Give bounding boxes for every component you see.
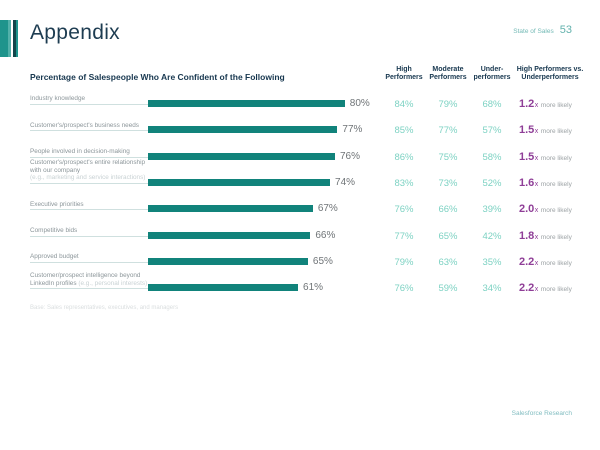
ratio-number: 1.2 (519, 98, 535, 110)
row-label-text: People involved in decision-making (30, 148, 130, 155)
ratio-suffix: more likely (540, 102, 572, 109)
bar (148, 179, 330, 186)
row-label-text: Customer's/prospect's entire relationship with our company (30, 159, 146, 174)
column-header-line: Moderate (432, 66, 464, 73)
bar (148, 126, 337, 133)
column-header-line: High Performers vs. (516, 66, 584, 73)
cell-underperformers: 68% (482, 99, 502, 110)
ratio-suffix: more likely (540, 180, 572, 188)
row-label (30, 148, 154, 156)
page-number: 53 (559, 24, 572, 36)
bar-value-label: 76% (339, 150, 360, 162)
ratio-x: x (534, 207, 539, 215)
chart-row (30, 200, 600, 216)
cell-moderate-performers: 73% (438, 177, 458, 189)
cell-moderate-performers: 75% (438, 151, 458, 163)
ratio-number: 1.5 (519, 150, 535, 163)
chart-row (30, 159, 600, 189)
bar (148, 153, 335, 160)
row-label (30, 159, 154, 182)
ratio-x: x (534, 286, 539, 294)
chart-row (30, 253, 600, 268)
cell-high-performers: 85% (394, 125, 414, 137)
bar (148, 100, 345, 107)
cell-ratio (519, 282, 572, 294)
corner-accent-stripe (0, 20, 18, 57)
cell-underperformers: 35% (482, 256, 502, 268)
chart-row (30, 271, 600, 295)
report-name: State of Sales (513, 28, 554, 35)
chart-row (30, 121, 600, 137)
leader-line (30, 130, 148, 131)
ratio-suffix: more likely (540, 207, 572, 215)
row-label-note: (e.g., personal interests) (76, 279, 148, 287)
cell-ratio (519, 203, 572, 215)
leader-line (30, 104, 148, 105)
column-header-line: Under- (480, 66, 504, 73)
row-label-text: Customer/prospect intelligence beyond LinkedIn profiles (30, 271, 141, 287)
cell-moderate-performers: 63% (438, 256, 458, 268)
ratio-x: x (534, 128, 539, 136)
bar-value-label: 77% (342, 124, 363, 136)
cell-ratio (519, 230, 572, 242)
leader-line (30, 157, 148, 158)
ratio-suffix: more likely (540, 128, 572, 136)
cell-moderate-performers: 79% (438, 99, 458, 110)
ratio-number: 1.8 (519, 229, 535, 242)
leader-line (30, 236, 148, 237)
bar (148, 258, 308, 265)
ratio-suffix: more likely (540, 286, 572, 294)
ratio-x: x (534, 154, 539, 162)
row-label-text: Industry knowledge (30, 95, 86, 103)
column-header-line: performers (473, 74, 511, 81)
bar-value-label: 65% (312, 255, 333, 267)
cell-moderate-performers: 66% (438, 204, 458, 216)
column-header-line: Underperformers (521, 74, 579, 81)
ratio-x: x (534, 180, 539, 188)
ratio-suffix: more likely (540, 259, 572, 267)
bar-chart (30, 0, 600, 450)
column-header-line: Performers (385, 74, 423, 81)
row-label-text: Customer's/prospect's business needs (30, 121, 140, 129)
cell-moderate-performers: 77% (438, 125, 458, 137)
cell-ratio (519, 98, 572, 110)
ratio-suffix: more likely (540, 233, 572, 241)
chart-row (30, 226, 600, 242)
brand-footer: Salesforce Research (511, 410, 572, 417)
footnote: Base: Sales representatives, executives, and managers (30, 305, 179, 311)
ratio-number: 1.5 (519, 124, 535, 137)
ratio-x: x (534, 259, 539, 267)
chart-row (30, 95, 600, 110)
leader-line (30, 209, 148, 210)
row-label-text: Approved budget (30, 253, 79, 261)
cell-underperformers: 39% (482, 204, 502, 216)
ratio-number: 2.2 (519, 255, 535, 268)
cell-high-performers: 84% (394, 99, 414, 110)
bar (148, 232, 310, 239)
chart-title: Percentage of Salespeople Who Are Confident of the Following (30, 72, 285, 82)
row-label-text: Executive priorities (30, 200, 84, 208)
ratio-x: x (534, 102, 539, 109)
cell-high-performers: 79% (394, 256, 414, 268)
cell-ratio (519, 151, 572, 163)
cell-high-performers: 86% (394, 151, 414, 163)
cell-underperformers: 57% (482, 125, 502, 137)
row-label-text: Competitive bids (30, 226, 78, 234)
ratio-suffix: more likely (540, 154, 572, 162)
bar (148, 284, 298, 291)
ratio-number: 1.6 (519, 176, 535, 189)
bar-value-label: 80% (349, 98, 370, 109)
bar-value-label: 67% (317, 203, 338, 215)
column-header-line: High (396, 66, 412, 73)
cell-underperformers: 58% (482, 151, 502, 163)
row-label (30, 201, 154, 209)
cell-ratio (519, 177, 572, 189)
leader-line (30, 183, 148, 184)
cell-moderate-performers: 65% (438, 230, 458, 242)
row-label (30, 227, 154, 235)
column-header-line: Performers (429, 74, 467, 81)
row-label (30, 272, 154, 287)
cell-high-performers: 83% (394, 177, 414, 189)
cell-underperformers: 42% (482, 230, 502, 242)
cell-high-performers: 76% (394, 204, 414, 216)
ratio-x: x (534, 233, 539, 241)
page-title: Appendix (30, 21, 120, 44)
cell-moderate-performers: 59% (438, 283, 458, 295)
bar-value-label: 66% (315, 229, 336, 241)
ratio-number: 2.2 (519, 282, 535, 295)
row-label (30, 95, 154, 103)
row-label (30, 253, 154, 261)
cell-high-performers: 76% (394, 283, 414, 295)
cell-ratio (519, 124, 572, 136)
bar-value-label: 61% (303, 282, 324, 294)
leader-line (30, 288, 148, 289)
cell-underperformers: 52% (482, 177, 502, 189)
bar (148, 205, 313, 212)
bar-value-label: 74% (335, 176, 356, 188)
row-label-note: (e.g., marketing and service interactions) (30, 174, 146, 182)
cell-high-performers: 77% (394, 230, 414, 242)
ratio-number: 2.0 (519, 203, 535, 216)
row-label (30, 122, 154, 130)
cell-ratio (519, 256, 572, 268)
cell-underperformers: 34% (482, 283, 502, 295)
leader-line (30, 262, 148, 263)
